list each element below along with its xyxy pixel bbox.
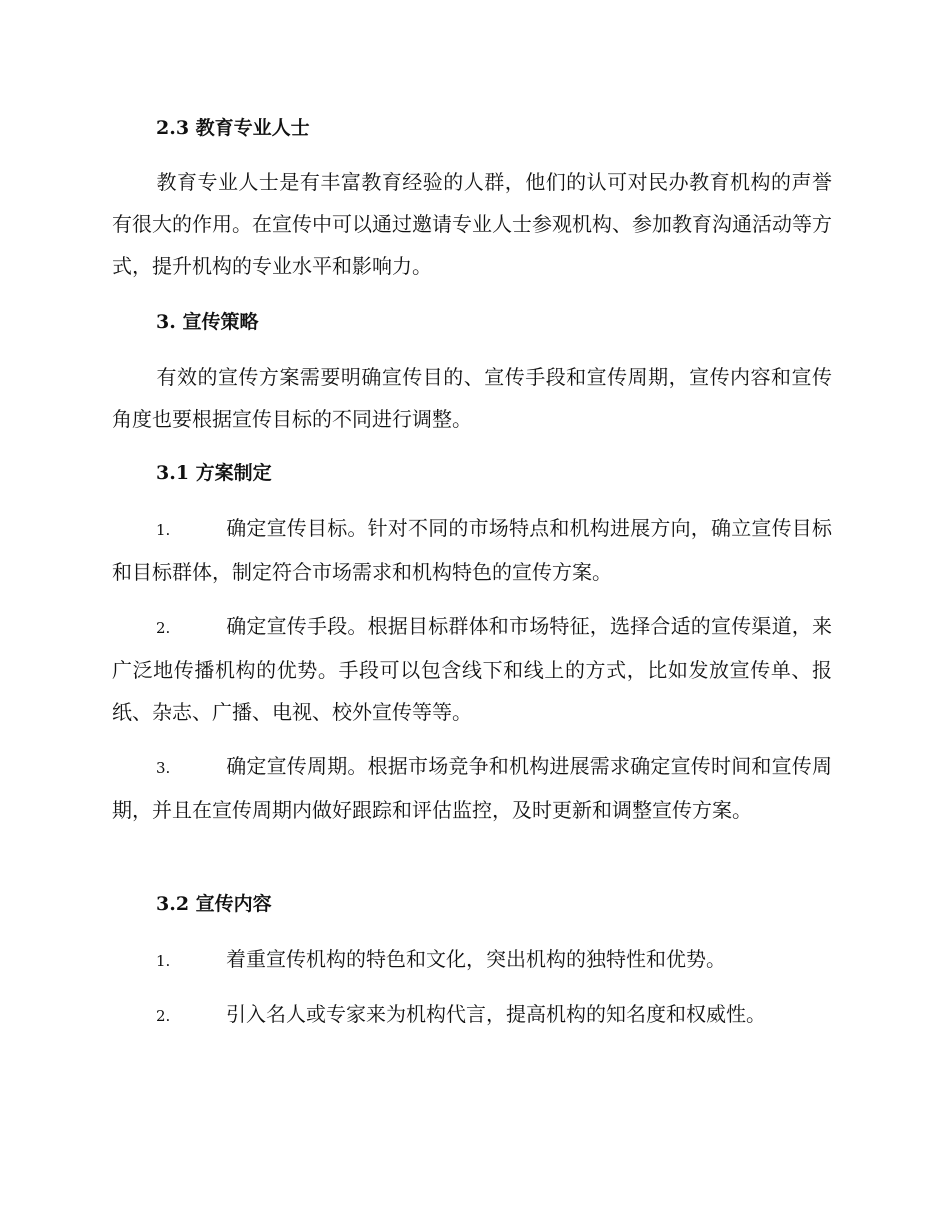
list-item <box>112 605 832 733</box>
list-item-text: 着重宣传机构的特色和文化，突出机构的独特性和优势。 <box>226 947 726 971</box>
section-heading-3: 3. 宣传策略 <box>156 311 259 333</box>
paragraph-text: 有效的宣传方案需要明确宣传目的、宣传手段和宣传周期，宣传内容和宣传角度也要根据宣传目标的不同进行调整。 <box>112 365 832 431</box>
section-heading-2-3: 2.3 教育专业人士 <box>156 117 310 139</box>
list-item-number: 1. <box>156 521 171 539</box>
list-item-number: 1. <box>156 952 171 970</box>
list-item-number: 3. <box>156 759 171 777</box>
list-item <box>112 938 832 982</box>
section-paragraph-2-3 <box>112 161 832 287</box>
list-item-text: 引入名人或专家来为机构代言，提高机构的知名度和权威性。 <box>226 1002 766 1026</box>
section-paragraph-3 <box>112 356 832 440</box>
list-item-number: 2. <box>156 619 171 637</box>
list-item <box>112 745 832 831</box>
list-item <box>112 993 832 1037</box>
list-item-text: 确定宣传目标。针对不同的市场特点和机构进展方向，确立宣传目标和目标群体，制定符合市场需求和机构特色的宣传方案。 <box>112 516 832 584</box>
paragraph-text: 教育专业人士是有丰富教育经验的人群，他们的认可对民办教育机构的声誉有很大的作用。在宣传中可以通过邀请专业人士参观机构、参加教育沟通活动等方式，提升机构的专业水平和影响力。 <box>112 170 832 278</box>
list-item-text: 确定宣传周期。根据市场竞争和机构进展需求确定宣传时间和宣传周期，并且在宣传周期内做好跟踪和评估监控，及时更新和调整宣传方案。 <box>112 754 832 822</box>
section-heading-3-2: 3.2 宣传内容 <box>156 893 272 915</box>
list-item-number: 2. <box>156 1007 171 1025</box>
list-item-text: 确定宣传手段。根据目标群体和市场特征，选择合适的宣传渠道，来广泛地传播机构的优势。手段可以包含线下和线上的方式，比如发放宣传单、报纸、杂志、广播、电视、校外宣传等等。 <box>112 614 832 724</box>
list-item <box>112 507 832 593</box>
section-heading-3-1: 3.1 方案制定 <box>156 462 272 484</box>
